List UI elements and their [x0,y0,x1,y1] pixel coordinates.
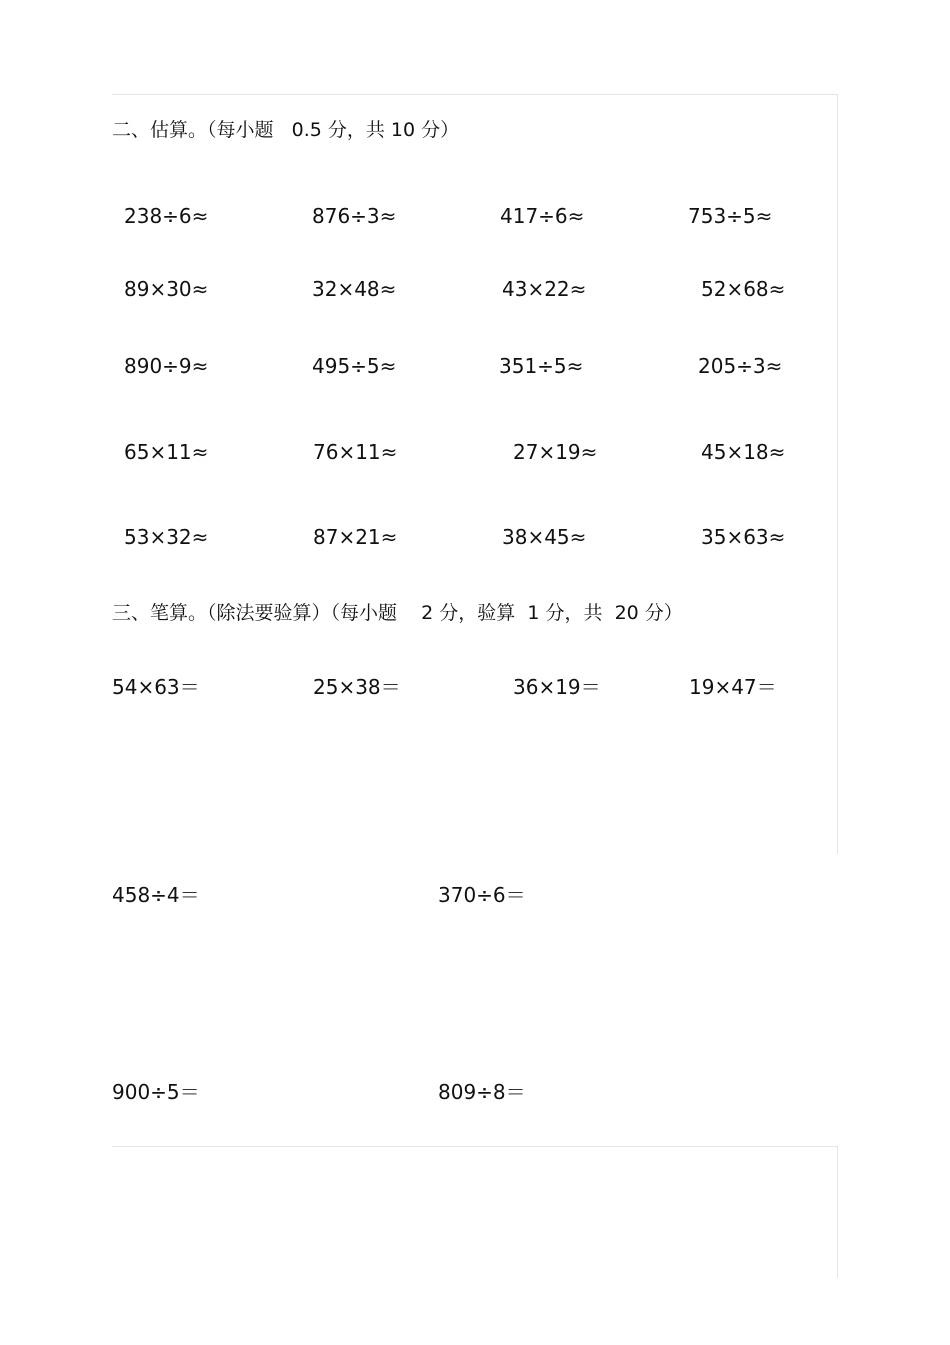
estimate-item: 35×63≈ [701,525,786,549]
multiplication-item: 25×38＝ [313,675,401,699]
estimate-item: 351÷5≈ [499,354,584,378]
estimate-item: 52×68≈ [701,277,786,301]
estimate-item: 238÷6≈ [124,204,209,228]
estimate-item: 89×30≈ [124,277,209,301]
right-rule-upper [837,94,838,854]
multiplication-item: 19×47＝ [689,675,777,699]
estimate-item: 890÷9≈ [124,354,209,378]
multiplication-item: 36×19＝ [513,675,601,699]
estimate-item: 495÷5≈ [312,354,397,378]
multiplication-item: 54×63＝ [112,675,200,699]
estimate-item: 53×32≈ [124,525,209,549]
estimate-item: 45×18≈ [701,440,786,464]
estimate-item: 876÷3≈ [312,204,397,228]
section-2-heading: 二、估算。（每小题 0.5 分，共 10 分） [112,119,460,141]
estimate-item: 76×11≈ [313,440,398,464]
estimate-item: 38×45≈ [502,525,587,549]
top-rule [112,94,838,95]
estimate-item: 43×22≈ [502,277,587,301]
division-item: 458÷4＝ [112,883,200,907]
division-item: 370÷6＝ [438,883,526,907]
estimate-item: 32×48≈ [312,277,397,301]
estimate-item: 205÷3≈ [698,354,783,378]
estimate-item: 87×21≈ [313,525,398,549]
estimate-item: 753÷5≈ [688,204,773,228]
division-item: 900÷5＝ [112,1080,200,1104]
right-rule-lower [837,1146,838,1278]
estimate-item: 27×19≈ [513,440,598,464]
estimate-item: 417÷6≈ [500,204,585,228]
estimate-item: 65×11≈ [124,440,209,464]
bottom-rule [112,1146,838,1147]
section-3-heading: 三、笔算。（除法要验算）（每小题 2 分，验算 1 分，共 20 分） [112,602,683,624]
division-item: 809÷8＝ [438,1080,526,1104]
